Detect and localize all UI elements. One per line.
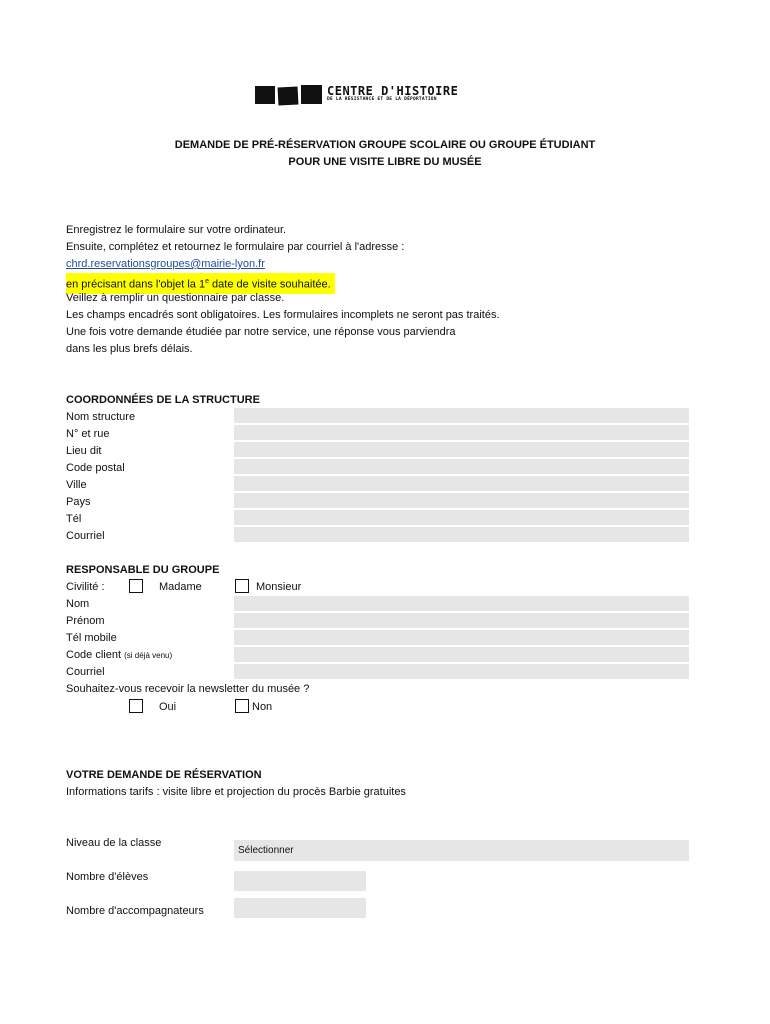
intro-line-7: Une fois votre demande étudiée par notre service, une réponse vous parviendra xyxy=(66,326,456,338)
logo-name: CENTRE D'HISTOIRE xyxy=(327,84,459,98)
highlight-text: en précisant dans l'objet la 1 xyxy=(66,278,206,291)
pays-field[interactable] xyxy=(234,493,689,508)
logo-subtitle: DE LA RÉSISTANCE ET DE LA DÉPORTATION xyxy=(327,97,437,102)
nom-field[interactable] xyxy=(234,596,689,611)
ville-field[interactable] xyxy=(234,476,689,491)
madame-label: Madame xyxy=(159,581,202,593)
civilite-label: Civilité : xyxy=(66,581,105,593)
eleves-label: Nombre d'élèves xyxy=(66,871,149,883)
structure-label: Lieu dit xyxy=(66,445,102,457)
code-client-text: Code client xyxy=(66,649,122,661)
newsletter-question: Souhaitez-vous recevoir la newsletter du musée ? xyxy=(66,683,310,695)
newsletter-oui-checkbox[interactable] xyxy=(129,699,143,713)
niveau-label: Niveau de la classe xyxy=(66,837,162,849)
oui-label: Oui xyxy=(159,701,177,713)
niveau-select[interactable] xyxy=(234,840,689,861)
logo-block-icon xyxy=(255,86,275,104)
intro-line-2: Ensuite, complétez et retournez le formulaire par courriel à l'adresse : xyxy=(66,241,405,253)
tarifs-info: Informations tarifs : visite libre et projection du procès Barbie gratuites xyxy=(66,786,406,798)
highlight-sup: e xyxy=(205,278,209,285)
structure-heading: COORDONNÉES DE LA STRUCTURE xyxy=(66,394,260,406)
courriel-label: Courriel xyxy=(66,666,105,678)
tel-mobile-field[interactable] xyxy=(234,630,689,645)
rue-field[interactable] xyxy=(234,425,689,440)
highlight-text-end: date de visite souhaitée. xyxy=(209,278,331,291)
demande-heading: VOTRE DEMANDE DE RÉSERVATION xyxy=(66,769,262,781)
email-link[interactable]: chrd.reservationsgroupes@mairie-lyon.fr xyxy=(66,258,265,270)
structure-label: Tél xyxy=(66,513,82,525)
code-client-label xyxy=(66,649,172,661)
tel-field[interactable] xyxy=(234,510,689,525)
structure-label: Ville xyxy=(66,479,87,491)
nom-structure-field[interactable] xyxy=(234,408,689,423)
intro-line-1: Enregistrez le formulaire sur votre ordinateur. xyxy=(66,224,287,236)
newsletter-non-checkbox[interactable] xyxy=(235,699,249,713)
eleves-field[interactable] xyxy=(234,871,366,891)
non-label: Non xyxy=(252,701,273,713)
code-client-note: (si déjà venu) xyxy=(124,651,173,660)
structure-label: N° et rue xyxy=(66,428,110,440)
structure-label: Pays xyxy=(66,496,91,508)
lieu-dit-field[interactable] xyxy=(234,442,689,457)
niveau-select-value: Sélectionner xyxy=(238,845,294,856)
responsable-heading: RESPONSABLE DU GROUPE xyxy=(66,564,220,576)
logo-block-icon xyxy=(278,86,299,105)
code-postal-field[interactable] xyxy=(234,459,689,474)
nom-label: Nom xyxy=(66,598,90,610)
logo xyxy=(255,84,470,106)
accompagnateurs-field[interactable] xyxy=(234,898,366,918)
tel-mobile-label: Tél mobile xyxy=(66,632,117,644)
prenom-field[interactable] xyxy=(234,613,689,628)
monsieur-checkbox[interactable] xyxy=(235,579,249,593)
courriel-structure-field[interactable] xyxy=(234,527,689,542)
accompagnateurs-label: Nombre d'accompagnateurs xyxy=(66,905,204,917)
logo-block-icon xyxy=(301,85,322,104)
code-client-field[interactable] xyxy=(234,647,689,662)
intro-line-8: dans les plus brefs délais. xyxy=(66,343,193,355)
prenom-label: Prénom xyxy=(66,615,105,627)
monsieur-label: Monsieur xyxy=(256,581,302,593)
courriel-field[interactable] xyxy=(234,664,689,679)
structure-label: Code postal xyxy=(66,462,125,474)
intro-line-6: Les champs encadrés sont obligatoires. Les formulaires incomplets ne seront pas traités. xyxy=(66,309,500,321)
intro-line-5: Veillez à remplir un questionnaire par classe. xyxy=(66,292,285,304)
page-title-line-1: DEMANDE DE PRÉ-RÉSERVATION GROUPE SCOLAIRE OU GROUPE ÉTUDIANT xyxy=(174,139,596,151)
structure-label: Nom structure xyxy=(66,411,136,423)
madame-checkbox[interactable] xyxy=(129,579,143,593)
page-title-line-2: POUR UNE VISITE LIBRE DU MUSÉE xyxy=(288,156,482,168)
structure-label: Courriel xyxy=(66,530,105,542)
